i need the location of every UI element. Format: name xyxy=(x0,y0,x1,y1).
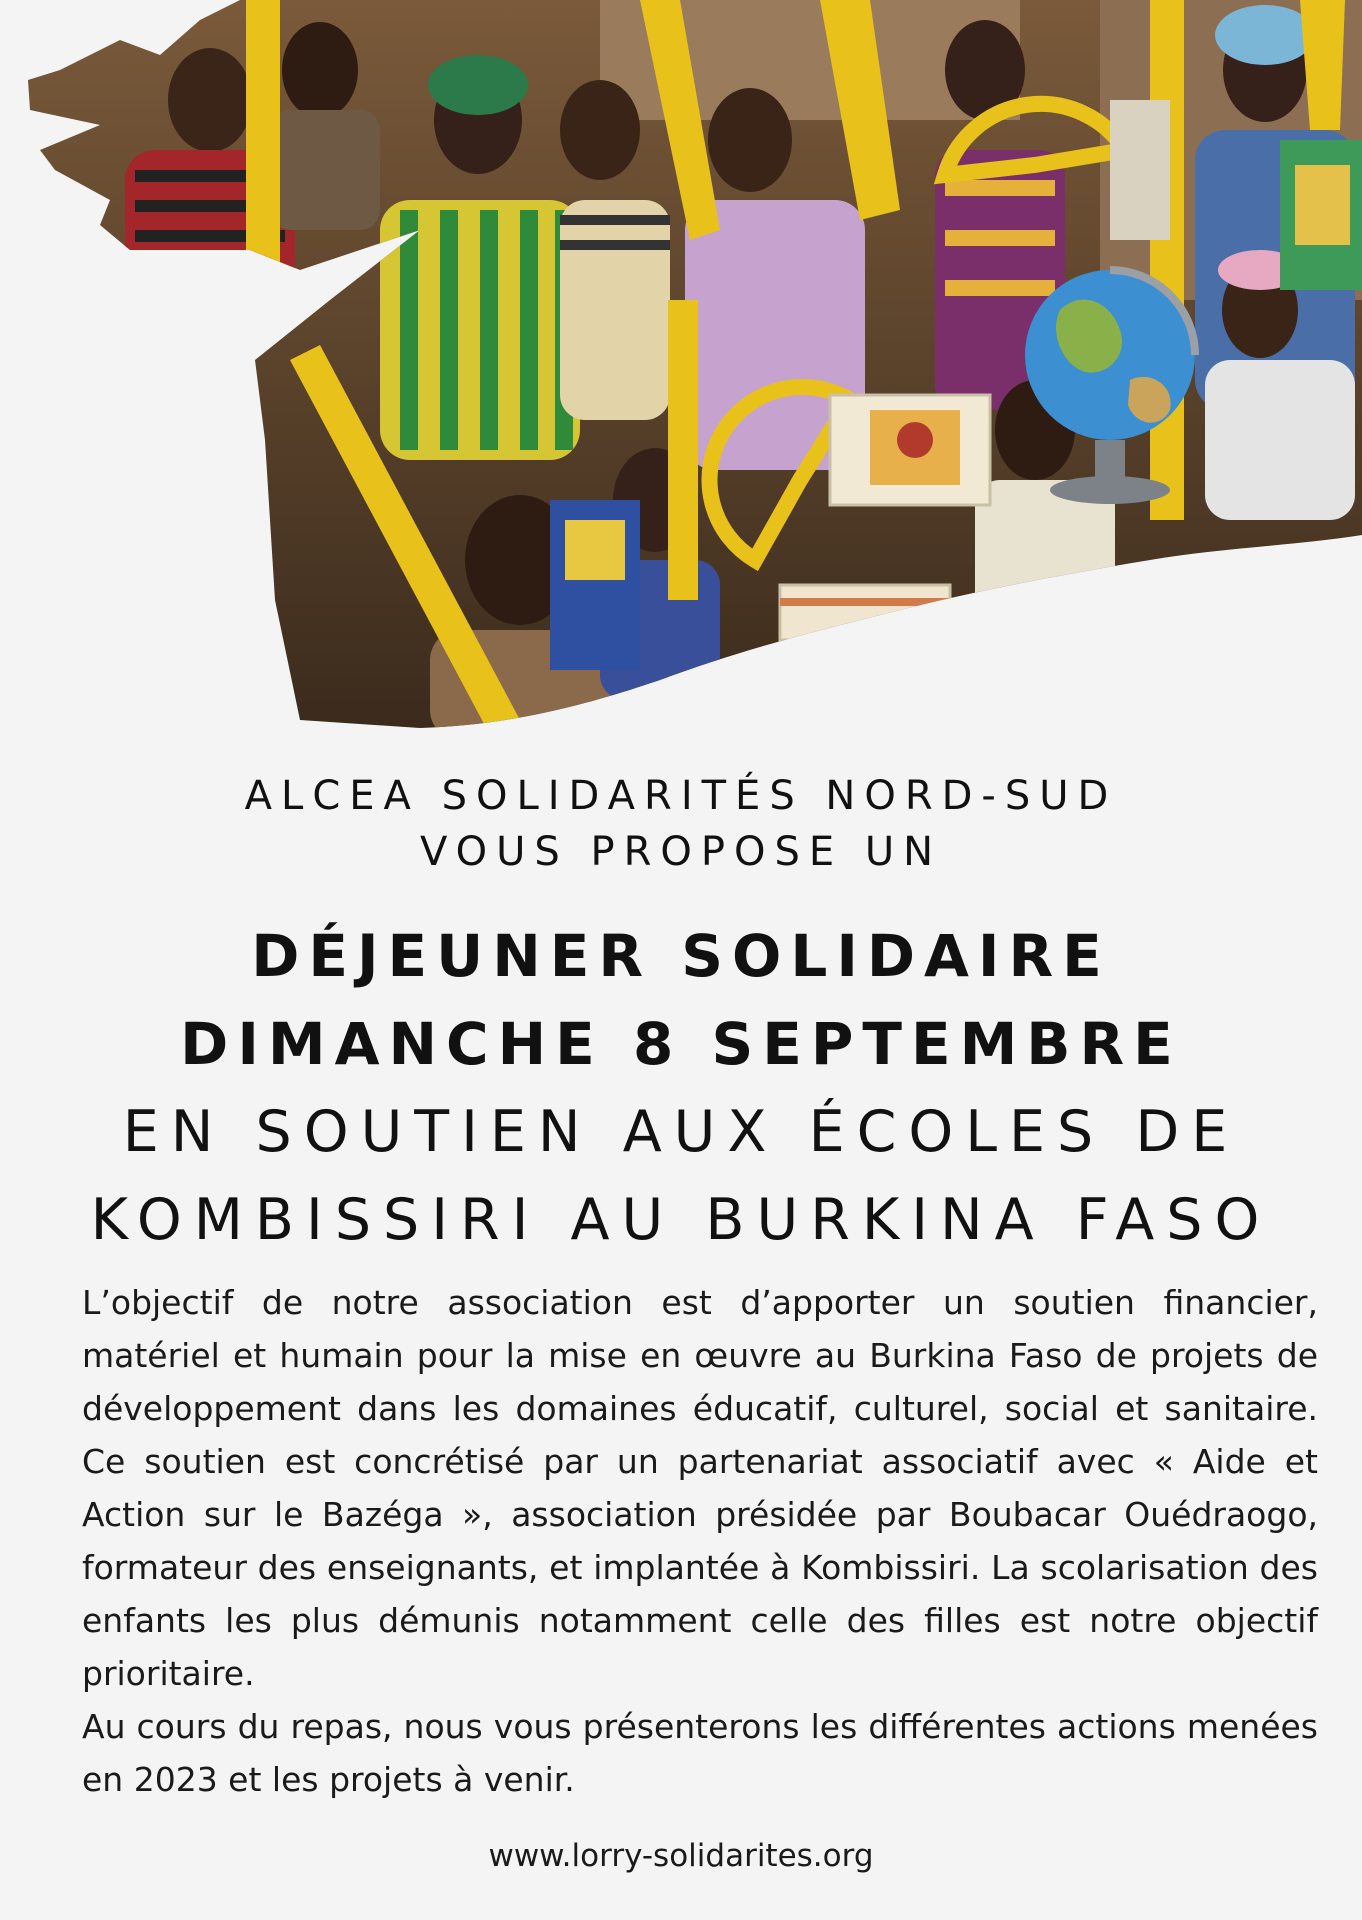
book-icon xyxy=(1110,100,1170,240)
ruler-icon xyxy=(668,300,698,600)
event-headline xyxy=(0,912,1362,1264)
event-purpose-line-1: EN SOUTIEN AUX ÉCOLES DE xyxy=(122,1099,1240,1165)
organization-tagline: VOUS PROPOSE UN xyxy=(419,829,943,875)
book-icon xyxy=(1280,140,1362,290)
description xyxy=(82,1276,1318,1806)
organization-name: ALCEA SOLIDARITÉS NORD-SUD xyxy=(244,773,1118,819)
description-paragraph: Au cours du repas, nous vous présenterons les différentes actions menées en 2023 et les projets à venir. xyxy=(82,1707,1318,1799)
organization-intro xyxy=(0,768,1362,880)
book-icon xyxy=(830,395,990,505)
event-title: DÉJEUNER SOLIDAIRE xyxy=(251,922,1111,990)
description-paragraph: L’objectif de notre association est d’apporter un soutien financier, matériel et humain pour la mise en œuvre au Burkina Faso de projets de développement dans les domaines éducatif, culturel, social et sanitaire. Ce soutien est concrétisé par un partenariat associatif avec « Aide et Action sur le Bazéga », association présidée par Boubacar Ouédraogo, formateur des enseignants, et implantée à Kombissiri. La scolarisation des enfants les plus démunis notamment celle des filles est notre objectif prioritaire. xyxy=(82,1283,1318,1693)
ruler-icon xyxy=(246,0,280,290)
book-icon xyxy=(550,500,640,670)
book-icon xyxy=(780,585,950,640)
hero-photo xyxy=(0,0,1362,740)
event-purpose-line-2: KOMBISSIRI AU BURKINA FASO xyxy=(90,1187,1272,1253)
ruler-icon xyxy=(1150,0,1184,520)
website-link[interactable]: www.lorry-solidarites.org xyxy=(488,1838,874,1874)
event-date: DIMANCHE 8 SEPTEMBRE xyxy=(180,1010,1182,1078)
children-with-school-supplies-photo xyxy=(0,0,1362,740)
